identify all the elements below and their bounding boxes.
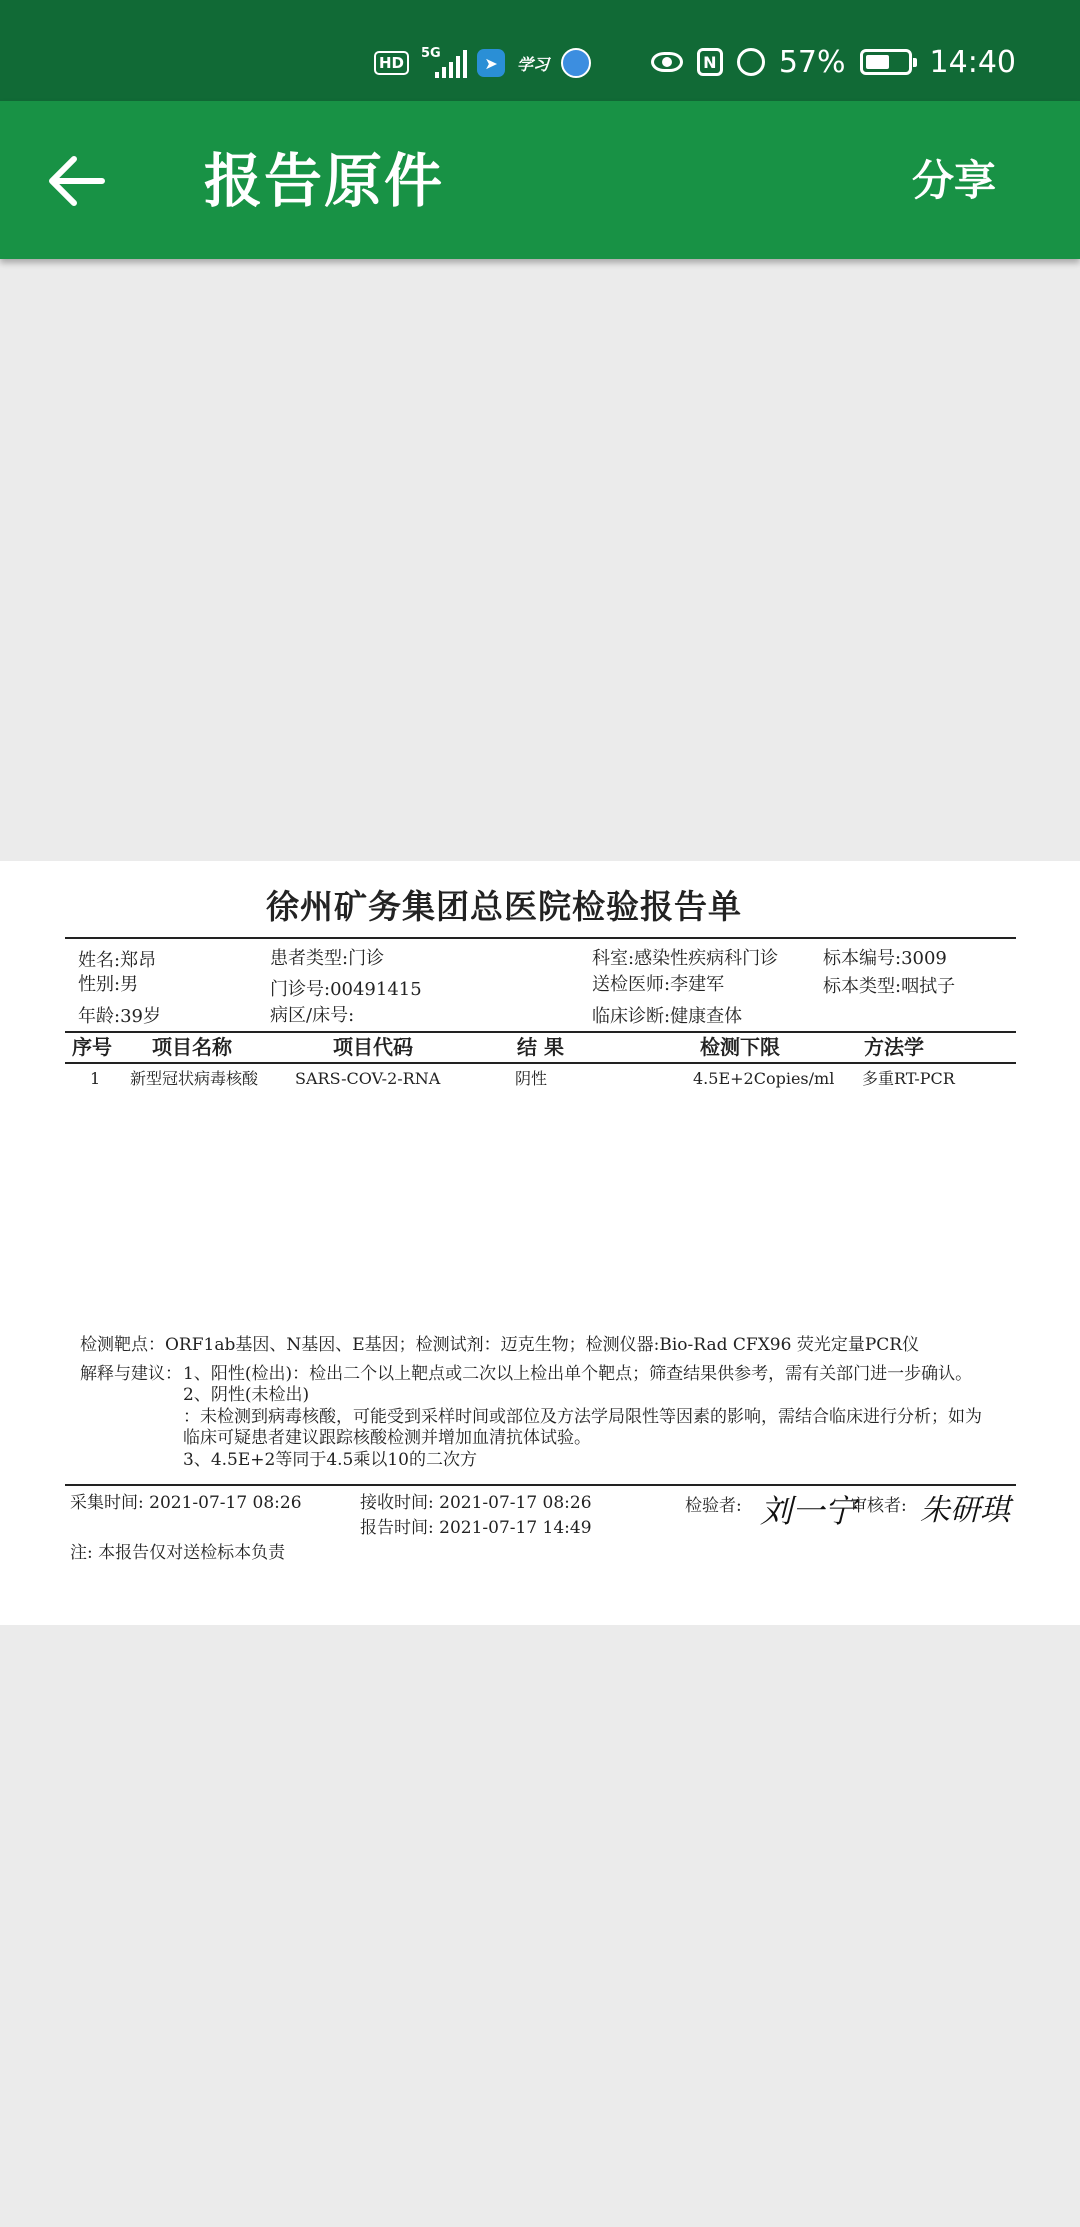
department: 科室:感染性疾病科门诊: [592, 948, 779, 969]
report-note: 注: 本报告仅对送检标本负责: [70, 1543, 286, 1563]
study-app-icon: 学习: [517, 54, 550, 74]
arrow-left-icon: [44, 151, 114, 211]
patient-type: 患者类型:门诊: [270, 948, 385, 969]
inspector-label: 检验者:: [685, 1496, 742, 1516]
patient-gender: 性别:男: [78, 974, 139, 995]
patient-name: 姓名:郑昂: [78, 950, 157, 971]
col-limit: 检测下限: [700, 1035, 780, 1059]
clock: 14:40: [929, 44, 1016, 80]
hd-badge: HD: [374, 51, 409, 75]
divider: [65, 1031, 1016, 1033]
row-limit: 4.5E+2Copies/ml: [693, 1069, 835, 1088]
report-title: 徐州矿务集团总医院检验报告单: [266, 887, 742, 926]
alarm-icon: [737, 48, 765, 76]
interpretation-line-4: 临床可疑患者建议跟踪核酸检测并增加血清抗体试验。: [183, 1428, 591, 1448]
reviewer-signature: 朱研琪: [920, 1493, 1010, 1528]
interpretation-line-2: 2、阴性(未检出): [183, 1385, 310, 1405]
receive-time: 接收时间: 2021-07-17 08:26: [360, 1493, 592, 1513]
nfc-icon: N: [697, 48, 723, 76]
interpretation-label: 解释与建议：: [80, 1364, 182, 1384]
ward-bed: 病区/床号:: [270, 1005, 355, 1026]
detection-targets: 检测靶点：ORF1ab基因、N基因、E基因；检测试剂：迈克生物；检测仪器:Bio-Rad CFX96 荧光定量PCR仪: [80, 1335, 920, 1355]
sample-type: 标本类型:咽拭子: [823, 976, 956, 997]
row-item-code: SARS-COV-2-RNA: [295, 1069, 441, 1088]
app-bar: [0, 101, 1080, 259]
row-method: 多重RT-PCR: [862, 1069, 955, 1088]
col-seq: 序号: [72, 1035, 112, 1059]
divider: [65, 1062, 1016, 1064]
row-seq: 1: [90, 1069, 101, 1088]
divider: [65, 937, 1016, 939]
eye-comfort-icon: [651, 52, 683, 72]
interpretation-line-1: 1、阳性(检出)：检出二个以上靶点或二次以上检出单个靶点；筛查结果供参考，需有关部门进一步确认。: [183, 1364, 973, 1384]
report-time: 报告时间: 2021-07-17 14:49: [360, 1518, 592, 1538]
report-document: [0, 861, 1080, 1625]
notification-app-icon: ➤: [477, 49, 505, 77]
status-left-icons: [374, 46, 591, 80]
back-button[interactable]: [44, 151, 114, 211]
col-item-name: 项目名称: [152, 1035, 232, 1059]
network-type: 5G: [421, 46, 441, 61]
inspector-signature: 刘一宁: [760, 1492, 857, 1530]
collect-time: 采集时间: 2021-07-17 08:26: [70, 1493, 302, 1513]
battery-icon: [860, 49, 912, 75]
interpretation-line-3: ：未检测到病毒核酸，可能受到采样时间或部位及方法学局限性等因素的影响，需结合临床进行分析；如为: [183, 1407, 982, 1427]
row-item-name: 新型冠状病毒核酸: [130, 1069, 259, 1088]
status-right-icons: [651, 42, 1016, 82]
patient-age: 年龄:39岁: [78, 1006, 161, 1027]
divider: [65, 1484, 1016, 1486]
status-bar: [0, 0, 1080, 101]
row-result: 阴性: [515, 1069, 548, 1088]
col-result: 结 果: [517, 1035, 564, 1059]
col-method: 方法学: [864, 1035, 924, 1059]
sample-number: 标本编号:3009: [823, 948, 947, 969]
referring-doctor: 送检医师:李建军: [592, 974, 725, 995]
share-button[interactable]: 分享: [912, 156, 997, 205]
outpatient-number: 门诊号:00491415: [270, 979, 422, 1000]
battery-percent: 57%: [778, 44, 846, 80]
reviewer-label: 审核者:: [850, 1496, 907, 1516]
browser-app-icon: [561, 48, 591, 78]
clinical-diagnosis: 临床诊断:健康查体: [592, 1006, 743, 1027]
page-title: 报告原件: [204, 147, 445, 215]
col-item-code: 项目代码: [333, 1035, 413, 1059]
interpretation-line-5: 3、4.5E+2等同于4.5乘以10的二次方: [183, 1450, 477, 1470]
signal-icon: [421, 46, 465, 80]
